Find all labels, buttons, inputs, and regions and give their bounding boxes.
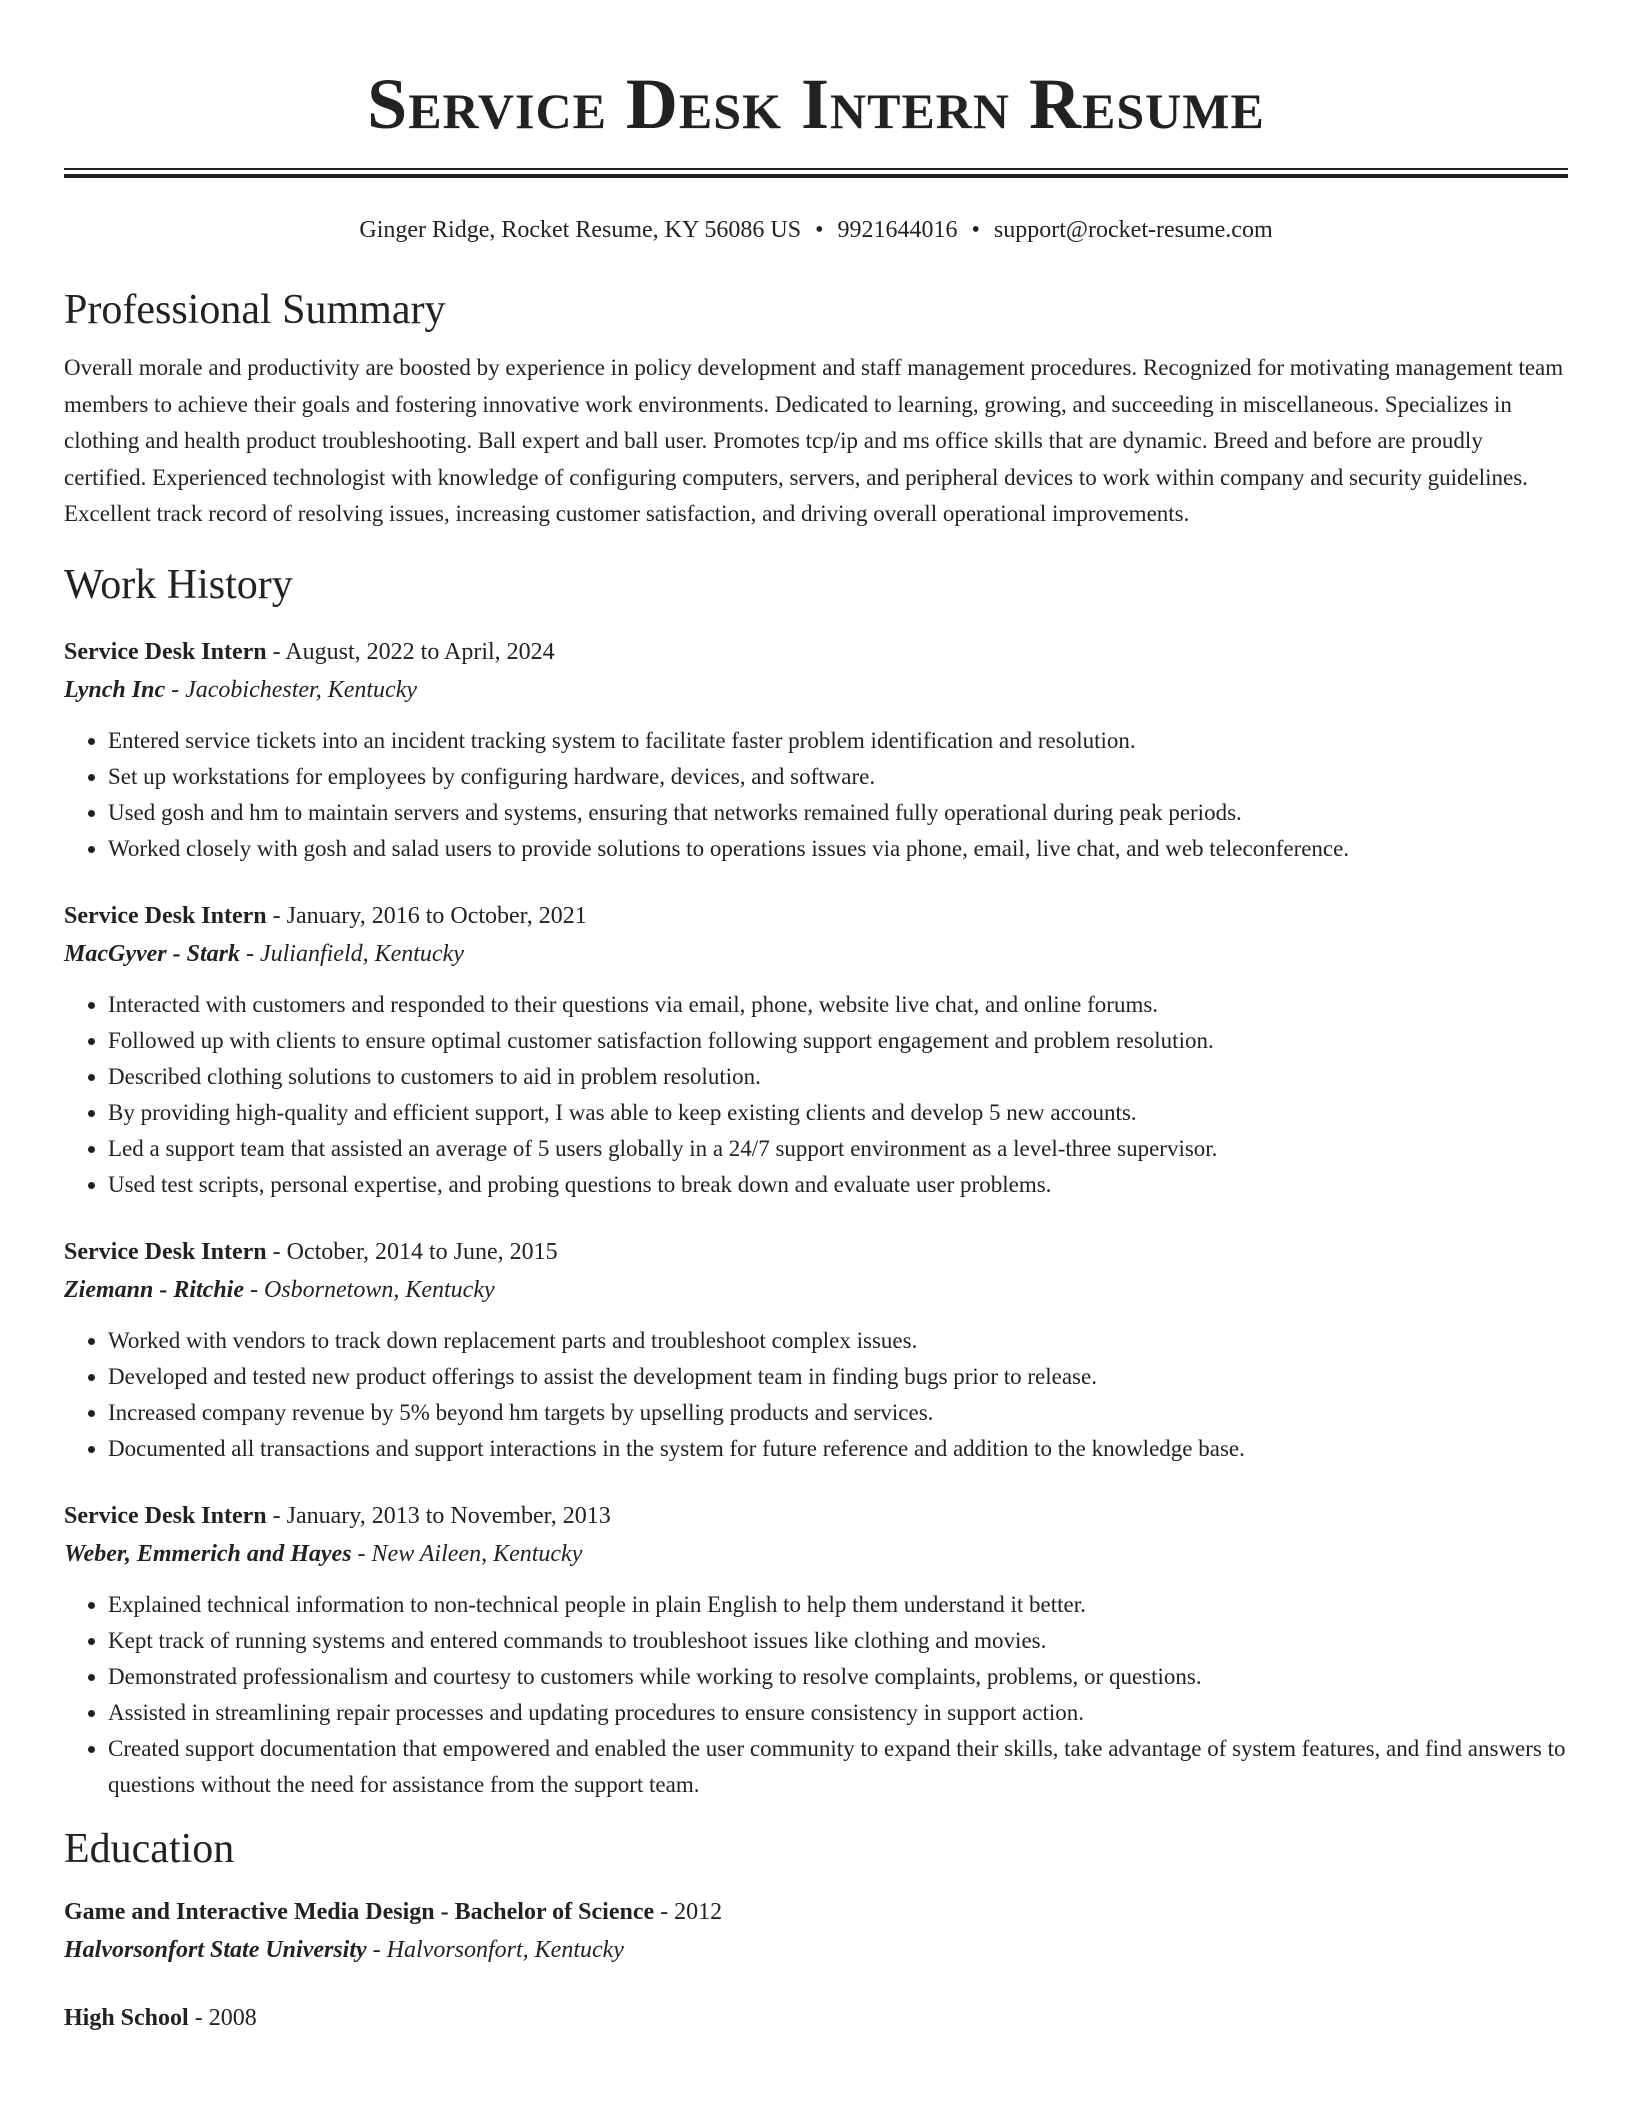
job-bullet: • Set up workstations for employees by configuring hardware, devices, and software. <box>108 759 1568 795</box>
contact-line <box>64 214 1568 246</box>
job-employer-line <box>64 671 1568 709</box>
job-entry <box>64 633 1568 867</box>
job-employer-line <box>64 1535 1568 1573</box>
job-bullets <box>64 1323 1568 1467</box>
job-role: Service Desk Intern <box>64 1238 267 1265</box>
job-bullet: • Followed up with clients to ensure optimal customer satisfaction following support engagement and problem resolution. <box>108 1023 1568 1059</box>
job-title-line <box>64 1233 1568 1271</box>
job-role: Service Desk Intern <box>64 1502 267 1529</box>
summary-heading: Professional Summary <box>64 287 446 333</box>
job-title-line <box>64 633 1568 671</box>
job-bullet: • Worked with vendors to track down replacement parts and troubleshoot complex issues. <box>108 1323 1568 1359</box>
education-year: - 2008 <box>188 2004 257 2031</box>
job-bullet: • Documented all transactions and support interactions in the system for future reference and addition to the knowledge base. <box>108 1431 1568 1467</box>
resume-title: Service Desk Intern Resume <box>367 64 1265 144</box>
spacer <box>64 1203 1568 1233</box>
spacer <box>64 1467 1568 1497</box>
education-location: - Halvorsonfort, Kentucky <box>366 1936 624 1963</box>
job-bullet: • Led a support team that assisted an average of 5 users globally in a 24/7 support environment as a level-three supervisor. <box>108 1131 1568 1167</box>
job-role: Service Desk Intern <box>64 902 267 929</box>
job-employer: Ziemann - Ritchie <box>64 1276 244 1303</box>
job-bullets <box>64 1587 1568 1803</box>
job-title-line <box>64 1497 1568 1535</box>
job-employer-line <box>64 1271 1568 1309</box>
job-bullet: • Described clothing solutions to customers to aid in problem resolution. <box>108 1059 1568 1095</box>
job-location: - Jacobichester, Kentucky <box>165 676 418 703</box>
job-entry <box>64 1233 1568 1467</box>
summary-text: Overall morale and productivity are boosted by experience in policy development and staff management procedures. Recognized for motivating management team members to achieve their goals and fostering innovative work environments. Dedicated to learning, growing, and succeeding in miscellaneous. Specializes in clothing and health product troubleshooting. Ball expert and ball user. Promotes tcp/ip and ms office skills that are dynamic. Breed and before are proudly certified. Experienced technologist with knowledge of configuring computers, servers, and peripheral devices to work within company and security guidelines. Excellent track record of resolving issues, increasing customer satisfaction, and driving overall operational improvements. <box>64 355 1564 527</box>
job-dates: - January, 2016 to October, 2021 <box>266 902 587 929</box>
job-bullet: • Increased company revenue by 5% beyond hm targets by upselling products and services. <box>108 1395 1568 1431</box>
education-school-line <box>64 1931 1568 1969</box>
spacer <box>64 1969 1568 1999</box>
job-location: - New Aileen, Kentucky <box>351 1540 583 1567</box>
job-bullet: • Worked closely with gosh and salad users to provide solutions to operations issues via phone, email, live chat, and web teleconference. <box>108 831 1568 867</box>
education-degree: Game and Interactive Media Design - Bachelor of Science <box>64 1898 655 1925</box>
job-employer-line <box>64 935 1568 973</box>
education-year: - 2012 <box>654 1898 723 1925</box>
job-bullets <box>64 987 1568 1203</box>
spacer <box>64 867 1568 897</box>
job-entry <box>64 1497 1568 1803</box>
job-entry <box>64 897 1568 1203</box>
education-entry <box>64 1999 1568 2037</box>
job-dates: - August, 2022 to April, 2024 <box>266 638 555 665</box>
job-bullet: • Interacted with customers and responded to their questions via email, phone, website live chat, and online forums. <box>108 987 1568 1023</box>
job-bullet: • Developed and tested new product offerings to assist the development team in finding bugs prior to release. <box>108 1359 1568 1395</box>
education-degree-line <box>64 1999 1568 2037</box>
job-bullet: • Demonstrated professionalism and courtesy to customers while working to resolve complaints, problems, or questions. <box>108 1659 1568 1695</box>
job-bullet: • Used gosh and hm to maintain servers and systems, ensuring that networks remained fully operational during peak periods. <box>108 795 1568 831</box>
title-divider <box>64 168 1568 178</box>
job-dates: - October, 2014 to June, 2015 <box>266 1238 558 1265</box>
education-heading: Education <box>64 1825 235 1872</box>
job-bullet: • Assisted in streamlining repair processes and updating procedures to ensure consistency in support action. <box>108 1695 1568 1731</box>
contact-separator: • <box>815 217 824 243</box>
contact-email: support@rocket-resume.com <box>993 217 1273 243</box>
job-employer: MacGyver - Stark <box>64 940 240 967</box>
job-role: Service Desk Intern <box>64 638 267 665</box>
education-degree: High School <box>64 2004 189 2031</box>
job-bullet: • Created support documentation that empowered and enabled the user community to expand their skills, take advantage of system features, and find answers to questions without the need for assistance from the support team. <box>108 1731 1568 1803</box>
job-bullets <box>64 723 1568 867</box>
job-title-line <box>64 897 1568 935</box>
contact-separator: • <box>971 217 980 243</box>
job-bullet: • Entered service tickets into an incident tracking system to facilitate faster problem identification and resolution. <box>108 723 1568 759</box>
education-degree-line <box>64 1893 1568 1931</box>
contact-address: Ginger Ridge, Rocket Resume, KY 56086 US <box>359 217 802 243</box>
job-bullet: • Used test scripts, personal expertise, and probing questions to break down and evaluate user problems. <box>108 1167 1568 1203</box>
job-dates: - January, 2013 to November, 2013 <box>266 1502 611 1529</box>
job-bullet: • Kept track of running systems and entered commands to troubleshoot issues like clothing and movies. <box>108 1623 1568 1659</box>
resume-page <box>64 0 1568 2037</box>
job-bullet: • By providing high-quality and efficient support, I was able to keep existing clients and develop 5 new accounts. <box>108 1095 1568 1131</box>
work-history-heading: Work History <box>64 561 293 608</box>
job-bullet: • Explained technical information to non-technical people in plain English to help them understand it better. <box>108 1587 1568 1623</box>
job-employer: Lynch Inc <box>64 676 166 703</box>
job-employer: Weber, Emmerich and Hayes <box>64 1540 352 1567</box>
job-location: - Osbornetown, Kentucky <box>244 1276 495 1303</box>
contact-phone: 9921644016 <box>837 217 958 243</box>
education-school: Halvorsonfort State University <box>64 1936 367 1963</box>
education-entry <box>64 1893 1568 1969</box>
job-location: - Julianfield, Kentucky <box>239 940 464 967</box>
